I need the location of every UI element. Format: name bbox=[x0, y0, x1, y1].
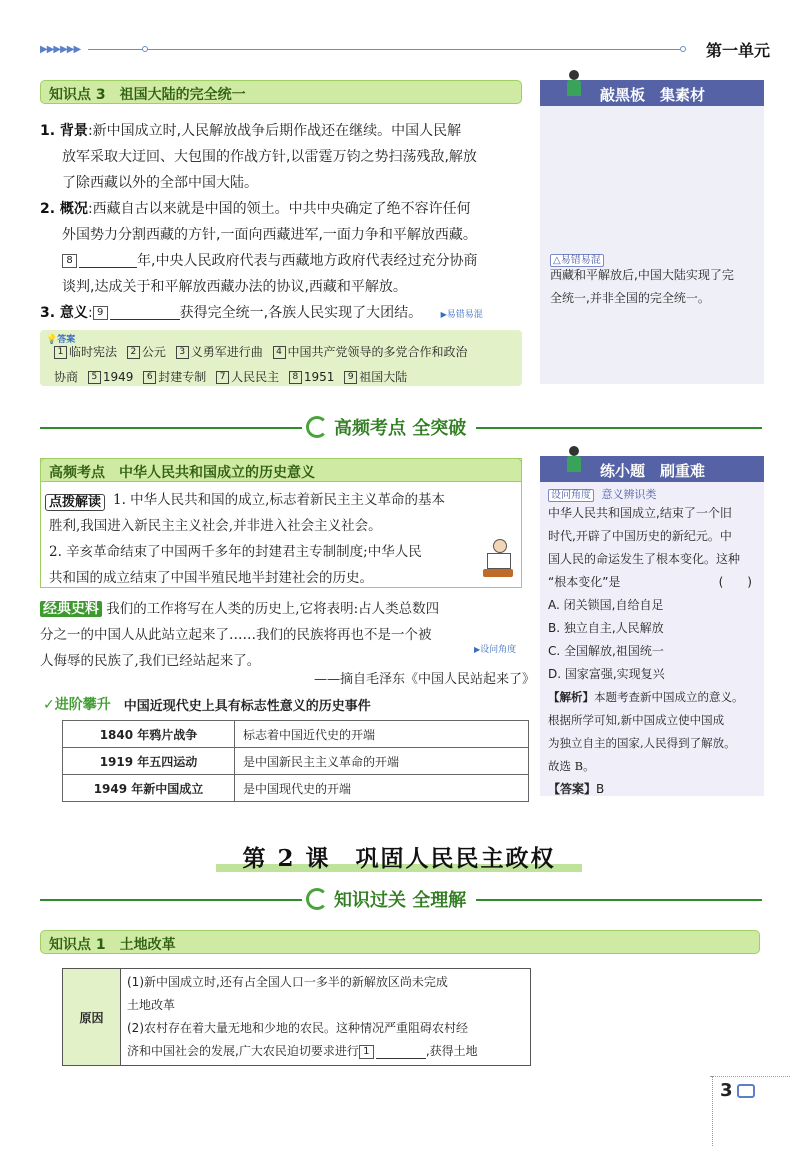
kp3-item1-line: 了除西藏以外的全部中国大陆。 bbox=[62, 175, 258, 191]
header-arrows-icon: ▶▶▶▶▶▶ bbox=[40, 44, 81, 55]
section-divider bbox=[302, 414, 476, 440]
header-dot-icon bbox=[680, 46, 686, 52]
hot-lines-rest: 胜利,我国进入新民主主义社会,并非进入社会主义社会。 2. 辛亥革命结束了中国两千多年的封建君主专制制度;中华人民 共和国的成立结束了中国半殖民地半封建社会的历史。 bbox=[49, 518, 422, 586]
advance-badge: ✓进阶攀升 bbox=[40, 694, 114, 714]
page-footer bbox=[720, 1080, 755, 1101]
reading-figure-icon bbox=[479, 539, 519, 585]
fill-blank[interactable] bbox=[110, 306, 180, 320]
hot-title: 高频考点 中华人民共和国成立的历史意义 bbox=[49, 465, 315, 481]
swirl-icon bbox=[306, 888, 328, 910]
kp3-tag: ▶易错易混 bbox=[440, 310, 483, 320]
footer-rule bbox=[710, 1076, 790, 1077]
answer-label: 💡答案 bbox=[46, 335, 76, 345]
answer-row: 1 临时宪法 2 公元 3 义勇军进行曲 4 中国共产党领导的多党合作和政治 bbox=[54, 340, 524, 365]
kp3-item2-line: 外国势力分割西藏的方针,一面向西藏进军,一面力争和平解放西藏。 bbox=[62, 227, 477, 243]
swirl-icon bbox=[306, 416, 328, 438]
lightbulb-icon: 💡 bbox=[46, 335, 58, 345]
kp3-item2: 2. 概况:西藏自古以来就是中国的领土。中共中央确定了绝不容许任何 bbox=[40, 201, 471, 217]
side-panel-blackboard bbox=[540, 80, 764, 384]
fill-blank[interactable] bbox=[376, 1045, 426, 1059]
header-rule bbox=[88, 49, 680, 50]
option-c[interactable]: C. 全国解放,祖国统一 bbox=[548, 644, 664, 658]
kp3-title: 知识点 3 祖国大陆的完全统一 bbox=[49, 87, 246, 103]
blank-number: 9 bbox=[93, 306, 108, 320]
hot-badge: 点拨解读 bbox=[45, 491, 105, 510]
kp3-item1: 1. 背景:新中国成立时,人民解放战争后期作战还在继续。中国人民解 bbox=[40, 123, 462, 139]
question-tag: 设问角度 意义辨识类 bbox=[548, 486, 657, 502]
side-panel-title: 练小题 刷重难 bbox=[600, 462, 706, 480]
triangle-icon: ▶ bbox=[474, 645, 481, 654]
classic-tag: ▶设问角度 bbox=[474, 645, 517, 655]
student-figure-icon bbox=[564, 446, 584, 480]
reason-table bbox=[62, 968, 531, 1066]
table-row: 1840 年鸦片战争 标志着中国近代史的开端 bbox=[63, 721, 529, 748]
blank-number: 8 bbox=[62, 254, 77, 268]
unit-title: 第一单元 bbox=[706, 41, 771, 60]
section-title: 高频考点 全突破 bbox=[328, 414, 472, 440]
kp1-title-bar bbox=[40, 930, 760, 954]
reason-label: 原因 bbox=[63, 969, 121, 1066]
answer-row: 协商 5 1949 6 封建专制 7 人民民主 8 1951 9 祖国大陆 bbox=[54, 370, 408, 384]
table-row bbox=[63, 969, 531, 1066]
option-d[interactable]: D. 国家富强,实现复兴 bbox=[548, 667, 665, 681]
hot-topic-box bbox=[40, 458, 522, 588]
book-icon bbox=[737, 1084, 755, 1098]
side-panel-practice bbox=[540, 456, 764, 796]
section-divider bbox=[302, 886, 476, 912]
classic-source-cite: ——摘自毛泽东《中国人民站起来了》 bbox=[314, 672, 536, 687]
table-row: 1949 年新中国成立 是中国现代史的开端 bbox=[63, 775, 529, 802]
mistake-tag: △易错易混 bbox=[550, 254, 604, 267]
table-row: 1919 年五四运动 是中国新民主主义革命的开端 bbox=[63, 748, 529, 775]
lesson-title-wrap bbox=[216, 840, 582, 872]
kp3-item1-line: 放军采取大迂回、大包围的作战方针,以雷霆万钧之势扫荡残敌,解放 bbox=[62, 149, 477, 165]
answer-box bbox=[40, 330, 522, 386]
blank-number: 1 bbox=[359, 1045, 374, 1059]
section-title: 知识过关 全理解 bbox=[328, 886, 472, 912]
analysis: 【解析】本题考查新中国成立的意义。 bbox=[548, 690, 744, 704]
side-panel-header bbox=[540, 80, 764, 106]
climb-icon: ✓ bbox=[43, 697, 55, 713]
footer-rule bbox=[712, 1076, 713, 1146]
hot-lines: 1. 中华人民共和国的成立,标志着新民主主义革命的基本 bbox=[113, 492, 445, 508]
option-a[interactable]: A. 闭关锁国,自给自足 bbox=[548, 598, 664, 612]
side-panel-title: 敲黑板 集素材 bbox=[600, 86, 706, 104]
side-panel-note: 西藏和平解放后,中国大陆实现了完 全统一,并非全国的完全统一。 bbox=[550, 268, 734, 305]
lesson-title: 第 2 课 巩固人民民主政权 bbox=[242, 845, 556, 872]
advance-title: 中国近现代史上具有标志性意义的历史事件 bbox=[123, 698, 371, 714]
question-stem: 中华人民共和国成立,结束了一个旧 时代,开辟了中国历史的新纪元。中 国人民的命运发生了根本变化。这种 “根本变化”是 ( ) A. 闭关锁国,自给自足 B. 独立自主,人民解放 C. 全国解放,祖国统一 D. 国家富强,实现复兴 【解析】本题考查新中国成立的意义。 根据所学可知,新中国成立使中国成 为独立自主的国家,人民得到了解放。 故选 B。 【答案】B bbox=[548, 502, 760, 801]
kp3-title-bar bbox=[40, 80, 522, 104]
kp3-item2-blank-line: 8 年,中央人民政府代表与西藏地方政府代表经过充分协商 bbox=[40, 248, 530, 274]
classic-badge: 经典史料 bbox=[40, 601, 102, 617]
fill-blank[interactable] bbox=[79, 254, 137, 268]
kp3-body bbox=[40, 118, 530, 328]
option-b[interactable]: B. 独立自主,人民解放 bbox=[548, 621, 664, 635]
classic-source: 经典史料 我们的工作将写在人类的历史上,它将表明:占人类总数四 分之一的中国人从此站立起来了……我们的民族将再也不是一个被 人侮辱的民族了,我们已经站起来了。 bbox=[40, 601, 440, 669]
events-table bbox=[62, 720, 529, 802]
reason-content: (1)新中国成立时,还有占全国人口一多半的新解放区尚未完成 土地改革 (2)农村存在着大量无地和少地的农民。这种情况严重阻碍农村经 济和中国社会的发展,广大农民迫切要求进行 1 ,获得土地 bbox=[121, 969, 531, 1066]
header-dot-icon bbox=[142, 46, 148, 52]
triangle-icon: ▶ bbox=[440, 310, 447, 319]
kp1-title: 知识点 1 土地改革 bbox=[49, 937, 176, 953]
answer-paren[interactable]: ( ) bbox=[718, 575, 752, 589]
answer-list bbox=[54, 340, 524, 390]
hot-title-bar bbox=[40, 458, 522, 482]
side-panel-header bbox=[540, 456, 764, 482]
page-number: 3 bbox=[720, 1080, 733, 1101]
kp3-item3: 3. 意义: 9 获得完全统一,各族人民实现了大团结。 ▶易错易混 bbox=[40, 305, 483, 321]
advance-header bbox=[40, 694, 371, 714]
answer: 【答案】B bbox=[548, 782, 605, 796]
kp3-item2-line: 谈判,达成关于和平解放西藏办法的协议,西藏和平解放。 bbox=[62, 279, 407, 295]
teacher-figure-icon bbox=[564, 70, 584, 104]
